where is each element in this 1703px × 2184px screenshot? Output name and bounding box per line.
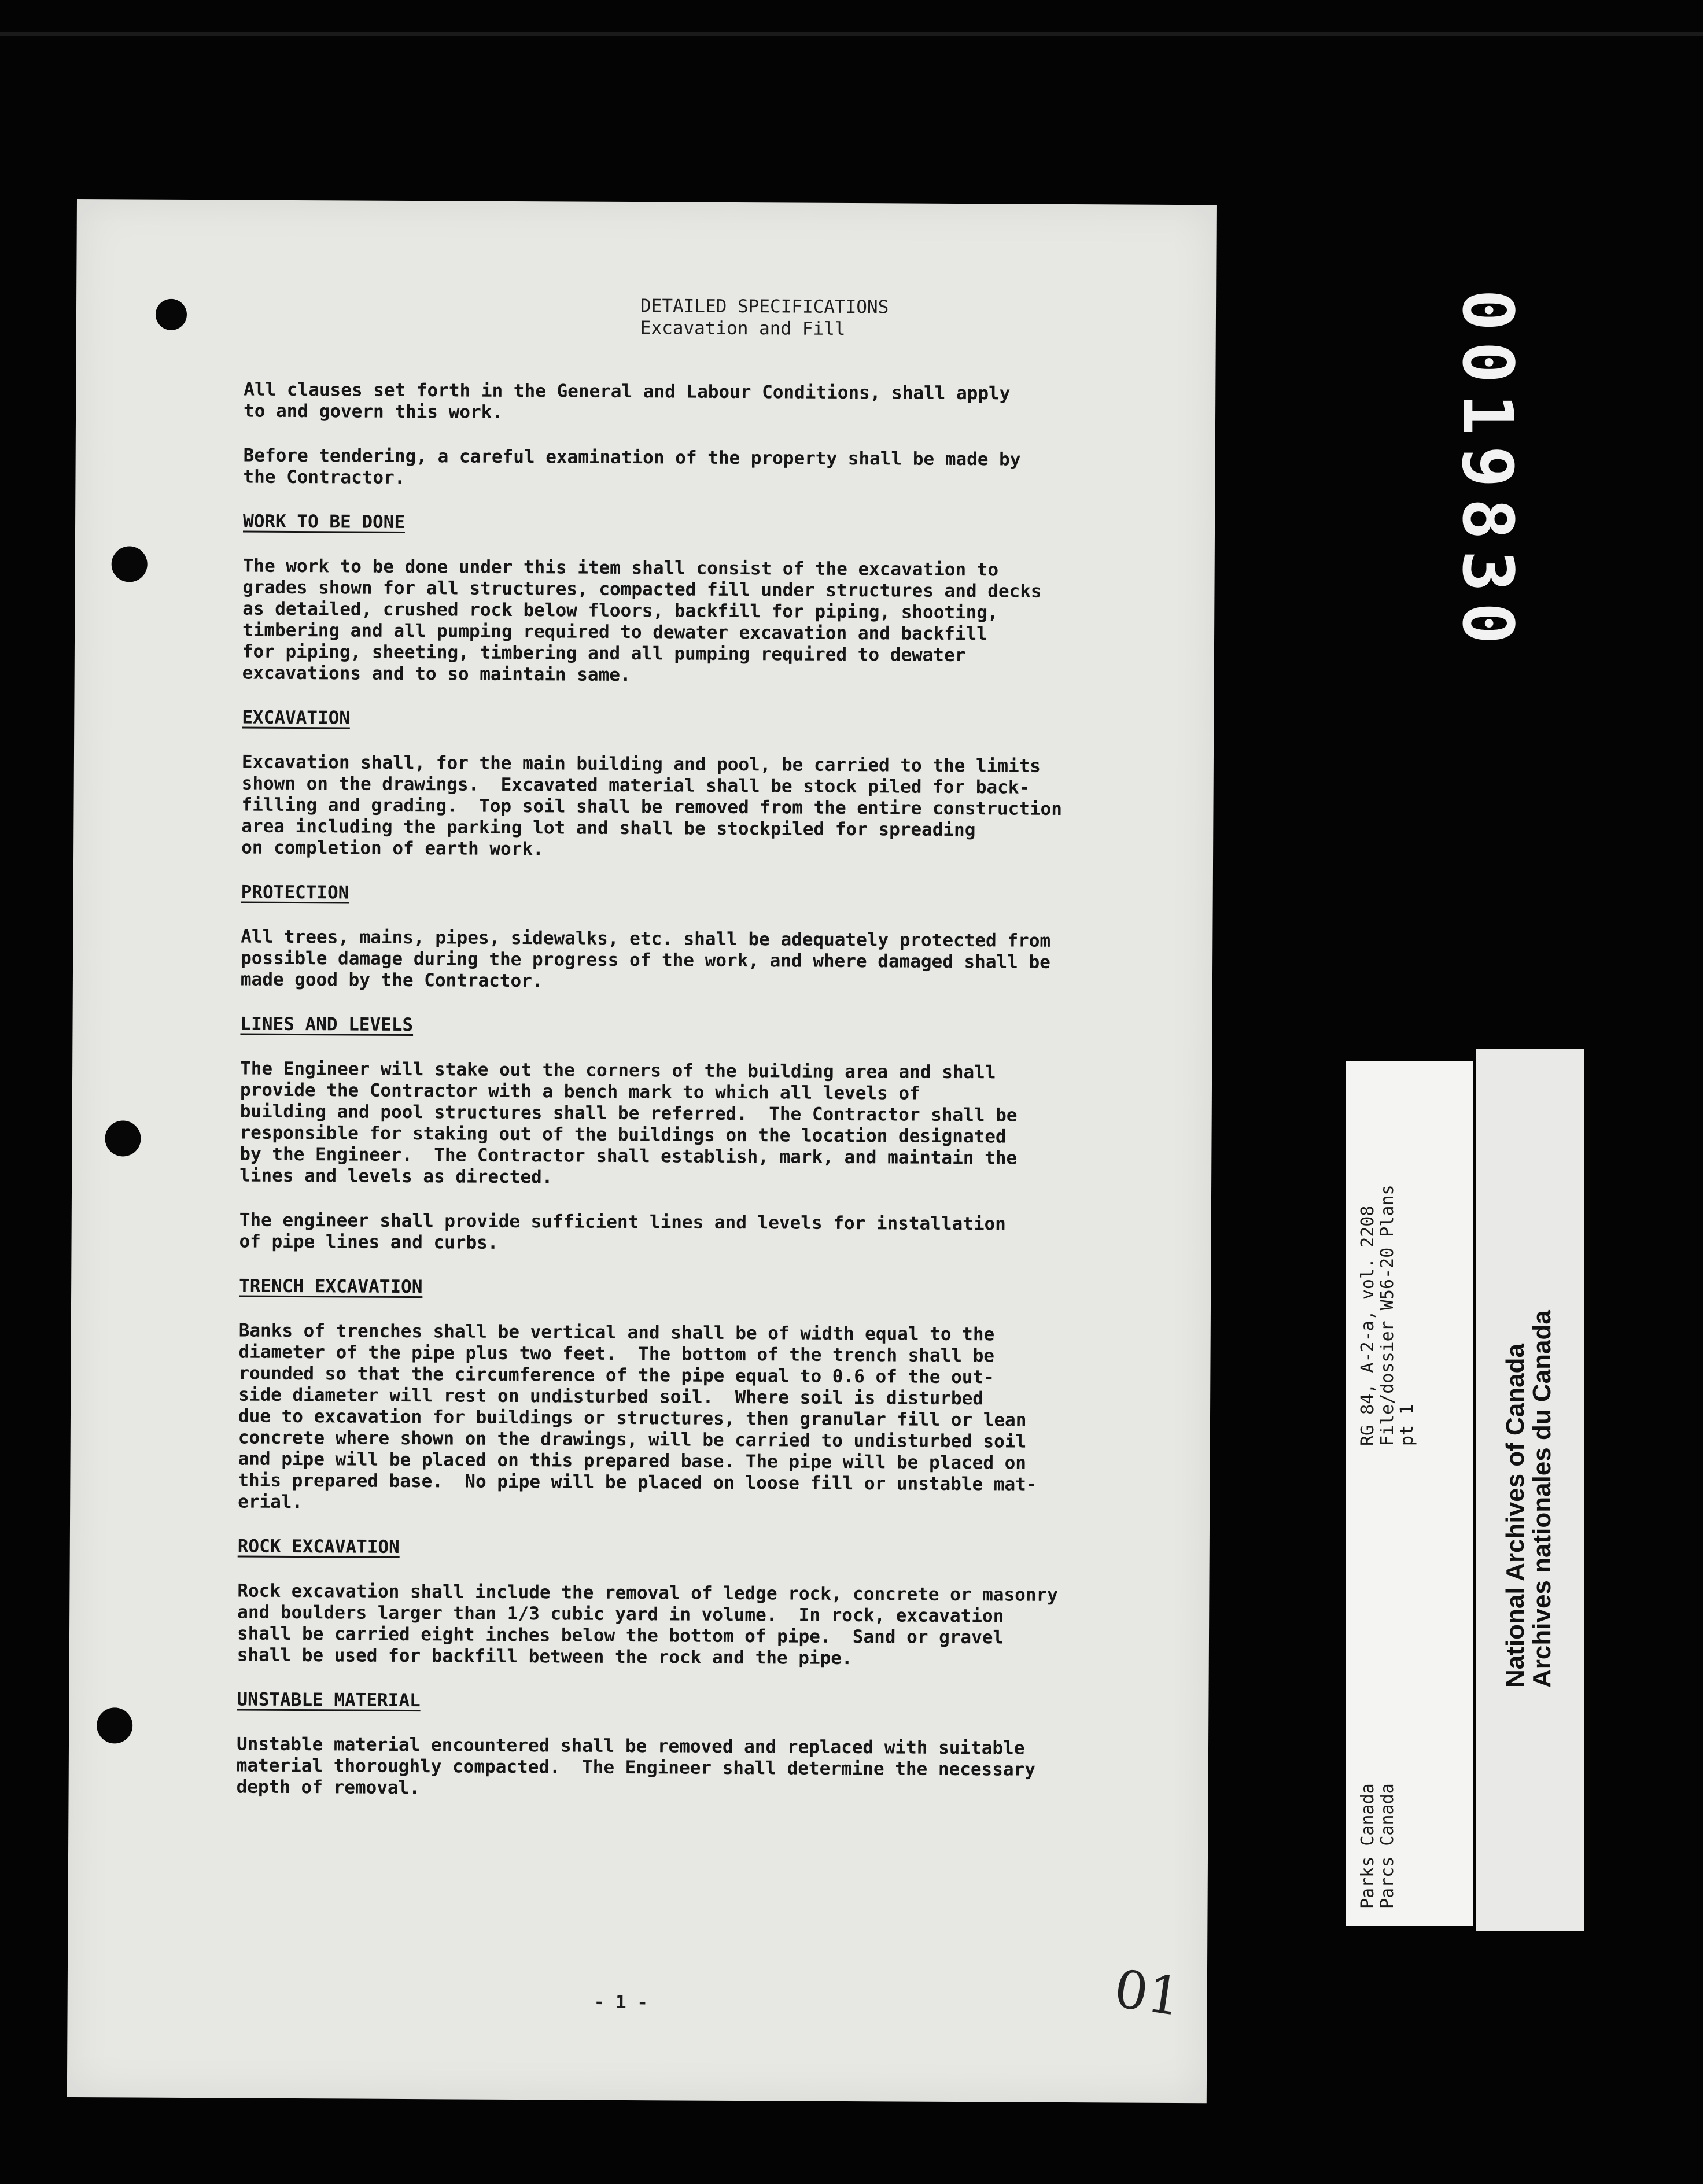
archives-text — [1476, 1049, 1584, 1931]
section-heading-trench-excavation: TRENCH EXCAVATION — [239, 1275, 423, 1298]
archives-name-french: Archives nationales du Canada — [1528, 1310, 1556, 1688]
section-paragraph: All trees, mains, pipes, sidewalks, etc. shall be adequately protected from possible damage during the progress of the work, and where damaged shall be made good by the Contractor. — [240, 926, 1051, 992]
reference-block — [1358, 1064, 1417, 1446]
department-block — [1358, 1735, 1398, 1909]
punch-hole-upper — [112, 546, 148, 582]
intro-paragraph: Before tendering, a careful examination of the property shall be made by the Contractor. — [243, 445, 1021, 488]
section-heading-excavation: EXCAVATION — [242, 707, 351, 729]
section-paragraph: The Engineer will stake out the corners of the building area and shall provide the Contractor with a bench mark to which all levels of building and pool structures shall be referred. The Contractor shall be responsible for staking out of the buildings on the location designated by the Engineer. The Contractor shall establish, mark, and maintain the lines and levels as directed. — [239, 1058, 1018, 1188]
section-paragraph: Excavation shall, for the main building and pool, be carried to the limits shown on the drawings. Excavated material shall be stock piled for back- filling and grading. Top soil shall be removed from the entire construction area including the parking lot and shall be stockpiled for spreading on completion of earth work. — [241, 751, 1063, 860]
department-english: Parks Canada — [1358, 1783, 1378, 1909]
department-french: Parcs Canada — [1377, 1783, 1398, 1909]
reference-line-1: RG 84, A-2-a, vol. 2208 — [1358, 1205, 1378, 1446]
intro-paragraph: All clauses set forth in the General and Labour Conditions, shall apply to and govern this work. — [243, 379, 1011, 423]
punch-hole-top — [156, 299, 187, 330]
section-paragraph: The work to be done under this item shall consist of the excavation to grades shown for all structures, compacted fill under structures and decks as detailed, crushed rock below floors, backfill for piping, shooting, timbering and all pumping required to dewater excavation and backfill for piping, sheeting, timbering and all pumping required to dewater excavations and to so maintain same. — [242, 555, 1042, 686]
film-edge — [0, 32, 1703, 36]
document-title: DETAILED SPECIFICATIONS — [640, 296, 889, 318]
section-paragraph: Rock excavation shall include the removal of ledge rock, concrete or masonry and boulders larger than 1/3 cubic yard in volume. In rock, excavation shall be carried eight inches below the bottom of pipe. Sand or gravel shall be used for backfill between the rock and the pipe. — [237, 1580, 1058, 1669]
section-paragraph: The engineer shall provide sufficient lines and levels for installation of pipe lines and curbs. — [239, 1209, 1006, 1253]
handwritten-mark: 01 — [1110, 1958, 1185, 2028]
section-heading-work-to-be-done: WORK TO BE DONE — [242, 511, 406, 533]
document-body — [236, 379, 1088, 1826]
document-header — [640, 295, 1045, 341]
reference-line-2: File/dossier W56-20 Plans — [1377, 1185, 1398, 1446]
document-subtitle: Excavation and Fill — [640, 318, 846, 340]
document-page — [67, 199, 1217, 2103]
citation-text — [1346, 1061, 1473, 1926]
section-paragraph: Unstable material encountered shall be removed and replaced with suitable material thoroughly compacted. The Engineer shall determine the necessary depth of removal. — [236, 1733, 1036, 1799]
frame-number — [1440, 289, 1527, 868]
section-heading-rock-excavation: ROCK EXCAVATION — [237, 1536, 400, 1558]
punch-hole-bottom — [97, 1707, 132, 1743]
section-heading-unstable-material: UNSTABLE MATERIAL — [237, 1689, 421, 1711]
archives-name-english: National Archives of Canada — [1501, 1344, 1529, 1688]
archives-label — [1476, 1049, 1584, 1931]
section-heading-lines-and-levels: LINES AND LEVELS — [240, 1013, 414, 1036]
archives-name-block — [1502, 1283, 1555, 1688]
punch-hole-lower — [105, 1120, 141, 1156]
page-number: - 1 - — [594, 1991, 648, 2013]
section-paragraph: Banks of trenches shall be vertical and shall be of width equal to the diameter of the pipe plus two feet. The bottom of the trench shall be rounded so that the circumference of the pipe equal to 0.6 of the out- side diameter will rest on undisturbed soil. Where soil is disturbed due to excavation for buildings or structures, then granular fill or lean concrete where shown on the drawings, will be carried to undisturbed soil and pipe will be placed on this prepared base. The pipe will be placed on this prepared base. No pipe will be placed on loose fill or unstable mat- erial. — [238, 1320, 1037, 1513]
section-heading-protection: PROTECTION — [241, 881, 349, 903]
citation-label — [1346, 1061, 1473, 1926]
reference-line-3: pt 1 — [1397, 1404, 1417, 1446]
frame-number-text: 0019830 — [1447, 289, 1527, 655]
